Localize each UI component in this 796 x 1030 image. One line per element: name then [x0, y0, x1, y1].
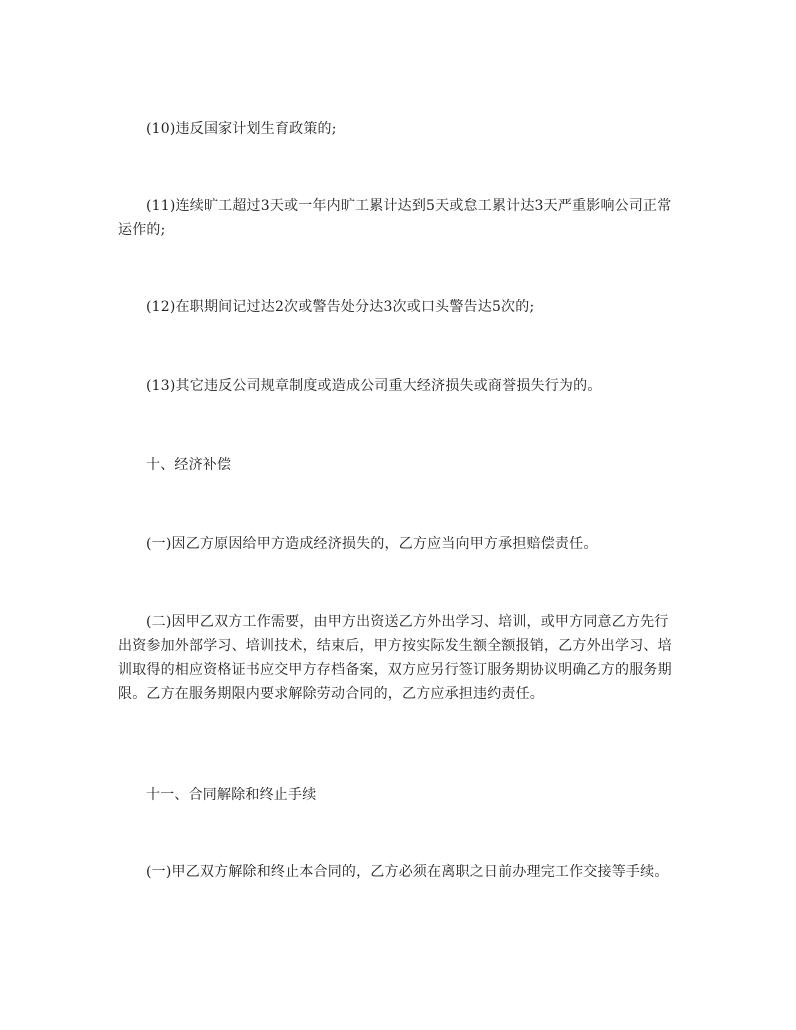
section-heading-termination-procedures: 十一、合同解除和终止手续 [146, 787, 317, 803]
clause-10: (10)违反国家计划生育政策的; [146, 121, 337, 137]
clause-11: (11)连续旷工超过3天或一年内旷工累计达到5天或怠工累计达3天严重影响公司正常运作的; [118, 198, 672, 238]
compensation-clause-2: (二)因甲乙双方工作需要，由甲方出资送乙方外出学习、培训，或甲方同意乙方先行出资参加外部学习、培训技术，结束后，甲方按实际发生额全额报销，乙方外出学习、培训取得的相应资格证书应交甲方存档备案，双方应另行签订服务期协议明确乙方的服务期限。乙方在服务期限内要求解除劳动合同的，乙方应承担违约责任。 [118, 614, 672, 702]
compensation-clause-1: (一)因乙方原因给甲方造成经济损失的，乙方应当向甲方承担赔偿责任。 [146, 536, 598, 552]
termination-clause-1: (一)甲乙双方解除和终止本合同的，乙方必须在离职之日前办理完工作交接等手续。 [146, 864, 669, 880]
section-heading-economic-compensation: 十、经济补偿 [146, 457, 232, 473]
clause-12: (12)在职期间记过达2次或警告处分达3次或口头警告达5次的; [146, 299, 535, 315]
clause-13: (13)其它违反公司规章制度或造成公司重大经济损失或商誉损失行为的。 [146, 378, 602, 394]
